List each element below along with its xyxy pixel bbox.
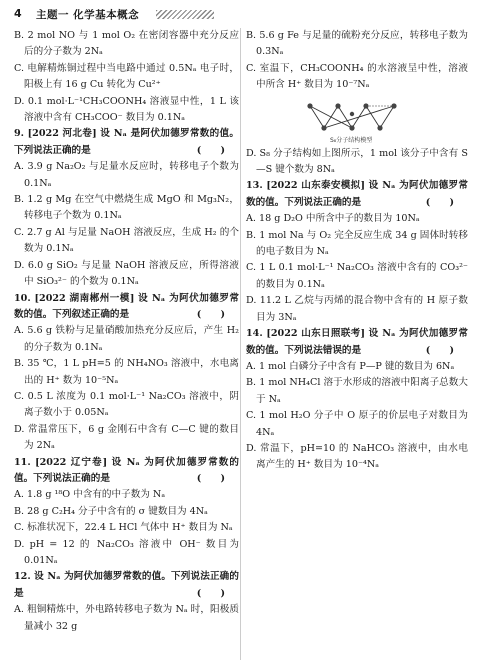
answer-option	[14, 258, 239, 291]
answer-option	[14, 94, 239, 127]
answer-option	[14, 537, 239, 570]
paragraph-text: C. 电解精炼铜过程中当电路中通过 0.5Nₐ 电子时，阳极上有 16 g Cu 转化为 Cu²⁺	[14, 62, 239, 91]
paragraph-text: A. 1.8 g ¹⁸O 中含有的中子数为 Nₐ	[14, 489, 166, 501]
answer-option	[14, 159, 239, 192]
paragraph-text: A. 5.6 g 铁粉与足量硝酸加热充分反应后，产生 H₂ 的分子数为 0.1Nₐ	[14, 325, 239, 353]
answer-option	[14, 389, 239, 422]
answer-option	[14, 504, 239, 520]
paragraph-text: D. 11.2 L 乙烷与丙烯的混合物中含有的 H 原子数目为 3Nₐ	[246, 295, 468, 323]
page-header	[14, 6, 466, 24]
paragraph-text: A. 1 mol 白磷分子中含有 P—P 键的数目为 6Nₐ	[246, 360, 455, 372]
header-decoration	[156, 10, 214, 19]
answer-option	[246, 211, 468, 227]
answer-option	[246, 375, 468, 408]
answer-option	[246, 146, 468, 179]
paragraph-text: D. 常温下，pH=10 的 NaHCO₃ 溶液中，由水电离产生的 H⁺ 数目为 10⁻⁴Nₐ	[246, 442, 468, 471]
paragraph-text: C. 2.7 g Al 与足量 NaOH 溶液反应，生成 H₂ 的个数为 0.1Nₐ	[14, 226, 239, 255]
paragraph-text: A. 粗铜精炼中，外电路转移电子数为 Nₐ 时，阳极质量减小 32 g	[14, 604, 239, 632]
left-column	[14, 28, 239, 635]
paragraph-text: C. 标准状况下，22.4 L HCl 气体中 H⁺ 数目为 Nₐ	[14, 522, 233, 534]
page-number: 4	[14, 7, 22, 20]
answer-option	[14, 356, 239, 389]
paragraph-text: A. 18 g D₂O 中所含中子的数目为 10Nₐ	[246, 213, 420, 225]
answer-option	[246, 441, 468, 474]
answer-option	[14, 225, 239, 258]
answer-option	[246, 293, 468, 326]
paragraph-text: C. 0.5 L 浓度为 0.1 mol·L⁻¹ Na₂CO₃ 溶液中，阴离子数小于 0.05Nₐ	[14, 390, 239, 419]
paragraph-text: B. 28 g C₂H₄ 分子中含有的 σ 键数目为 4Nₐ	[14, 505, 208, 517]
paragraph-text: B. 5.6 g Fe 与足量的硫粉充分反应，转移电子数为 0.3Nₐ	[246, 30, 468, 58]
answer-option	[246, 228, 468, 261]
paragraph-text: 12. 设 Nₐ 为阿伏加德罗常数的值。下列说法正确的是	[14, 571, 239, 599]
paragraph-text: D. 0.1 mol·L⁻¹CH₃COONH₄ 溶液显中性，1 L 该溶液中含有 CH₃COO⁻ 数目为 0.1Nₐ	[14, 95, 239, 124]
question-stem	[246, 178, 468, 211]
molecule-caption: S₈分子结构模型	[330, 136, 373, 144]
paragraph-text: C. 1 L 0.1 mol·L⁻¹ Na₂CO₃ 溶液中含有的 CO₃²⁻ 的数目为 0.1Nₐ	[246, 262, 468, 290]
right-column	[246, 28, 468, 474]
answer-option	[246, 359, 468, 375]
answer-option	[14, 28, 239, 61]
answer-bracket: ( )	[196, 472, 225, 484]
paragraph-text: D. S₈ 分子结构如上图所示，1 mol 该分子中含有 S—S 键个数为 8Nₐ	[246, 147, 468, 176]
answer-option	[14, 323, 239, 356]
paragraph-text: 9. [2022 河北卷] 设 Nₐ 是阿伏加德罗常数的值。下列说法正确的是	[14, 128, 239, 156]
answer-option	[246, 408, 468, 441]
column-divider	[240, 28, 241, 660]
answer-option	[14, 422, 239, 455]
paragraph-text: B. 1 mol Na 与 O₂ 完全反应生成 34 g 固体时转移的电子数目为 Nₐ	[246, 229, 468, 258]
answer-option	[14, 520, 239, 536]
question-stem	[246, 326, 468, 359]
question-stem	[14, 569, 239, 602]
paragraph-text: D. 6.0 g SiO₂ 与足量 NaOH 溶液反应，所得溶液中 SiO₃²⁻ 的个数为 0.1Nₐ	[14, 259, 239, 288]
question-stem	[14, 455, 239, 488]
answer-bracket: ( )	[196, 587, 225, 599]
answer-option	[14, 192, 239, 225]
question-stem	[14, 291, 239, 324]
paragraph-text: C. 1 mol H₂O 分子中 O 原子的价层电子对数目为 4Nₐ	[246, 410, 468, 438]
paragraph-text: 13. [2022 山东泰安模拟] 设 Nₐ 为阿伏加德罗常数的值。下列说法正确的是	[246, 180, 468, 208]
answer-bracket: ( )	[196, 144, 225, 156]
paragraph-text: B. 2 mol NO 与 1 mol O₂ 在密闭容器中充分反应后的分子数为 2Nₐ	[14, 30, 239, 58]
paragraph-text: B. 35 ℃，1 L pH=5 的 NH₄NO₃ 溶液中，水电离出的 H⁺ 数为 10⁻⁵Nₐ	[14, 358, 239, 386]
paragraph-text: 11. [2022 辽宁卷] 设 Nₐ 为阿伏加德罗常数的值。下列说法正确的是	[14, 456, 239, 484]
answer-option	[246, 61, 468, 94]
answer-bracket: ( )	[196, 308, 225, 320]
paragraph-text: B. 1 mol NH₄Cl 溶于水形成的溶液中阳离子总数大于 Nₐ	[246, 377, 468, 405]
paragraph-text: A. 3.9 g Na₂O₂ 与足量水反应时，转移电子个数为 0.1Nₐ	[14, 161, 239, 189]
paragraph-text: 10. [2022 湖南郴州一模] 设 Nₐ 为阿伏加德罗常数的值。下列叙述正确的是	[14, 292, 239, 320]
answer-option	[14, 487, 239, 503]
paragraph-text: D. pH = 12 的 Na₂CO₃ 溶液中 OH⁻ 数目为 0.01Nₐ	[14, 538, 239, 566]
chapter-title: 主题一 化学基本概念	[36, 9, 140, 21]
answer-option	[246, 28, 468, 61]
s8-molecule-diagram	[302, 96, 412, 146]
paragraph-text: 14. [2022 山东日照联考] 设 Nₐ 为阿伏加德罗常数的值。下列说法错误的是	[246, 328, 468, 356]
paragraph-text: C. 室温下，CH₃COONH₄ 的水溶液呈中性，溶液中所含 H⁺ 数目为 10⁻⁷Nₐ	[246, 62, 468, 91]
question-stem	[14, 126, 239, 159]
answer-option	[14, 602, 239, 635]
answer-option	[246, 260, 468, 293]
answer-bracket: ( )	[425, 344, 454, 356]
answer-bracket: ( )	[425, 196, 454, 208]
paragraph-text: B. 1.2 g Mg 在空气中燃烧生成 MgO 和 Mg₃N₂，转移电子个数为 0.1Nₐ	[14, 194, 239, 222]
paragraph-text: D. 常温常压下，6 g 金刚石中含有 C—C 键的数目为 2Nₐ	[14, 423, 239, 452]
answer-option	[14, 61, 239, 94]
